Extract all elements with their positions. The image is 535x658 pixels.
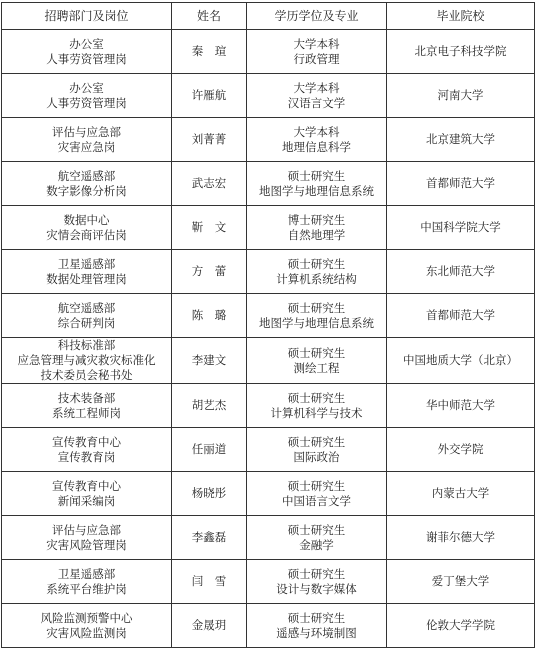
table-body [2, 30, 535, 648]
dept-cell-line: 科技标准部 [57, 338, 116, 352]
header-edu: 学历学位及专业 [247, 3, 387, 30]
dept-cell-line: 灾害风险监测岗 [46, 625, 127, 640]
table-row [2, 560, 535, 604]
edu-cell [247, 516, 387, 560]
edu-cell-line: 中国语言文学 [282, 493, 351, 508]
edu-cell-line: 金融学 [299, 537, 334, 552]
table-row [2, 74, 535, 118]
name-cell: 许雁航 [172, 74, 247, 118]
dept-cell [2, 294, 172, 338]
edu-cell [247, 250, 387, 294]
dept-cell [2, 74, 172, 118]
school-cell: 北京建筑大学 [387, 118, 535, 162]
dept-cell-line: 宣传教育中心 [52, 478, 121, 493]
edu-cell-line: 硕士研究生 [287, 300, 346, 315]
edu-cell-line: 测绘工程 [293, 360, 340, 375]
table-row [2, 338, 535, 384]
name-cell: 秦 瑄 [172, 30, 247, 74]
dept-cell-line: 数据处理管理岗 [46, 271, 127, 286]
name-cell: 靳 文 [172, 206, 247, 250]
dept-cell-line: 系统平台维护岗 [46, 581, 127, 596]
dept-cell [2, 384, 172, 428]
dept-cell-line: 卫星遥感部 [57, 256, 116, 271]
table-row [2, 250, 535, 294]
edu-cell-line: 计算机科学与技术 [270, 405, 363, 420]
dept-cell-line: 评估与应急部 [52, 124, 121, 139]
edu-cell [247, 338, 387, 384]
name-cell: 金晟玥 [172, 604, 247, 648]
edu-cell [247, 162, 387, 206]
dept-cell-line: 灾情会商评估岗 [46, 227, 127, 242]
edu-cell-line: 自然地理学 [287, 227, 346, 242]
edu-cell-line: 地图学与地理信息系统 [259, 315, 374, 330]
dept-cell-line: 数据中心 [63, 212, 110, 227]
edu-cell [247, 74, 387, 118]
school-cell: 河南大学 [387, 74, 535, 118]
edu-cell-line: 地理信息科学 [282, 139, 351, 154]
dept-cell-line: 技术委员会秘书处 [40, 368, 133, 382]
dept-cell-line: 宣传教育岗 [57, 449, 116, 464]
edu-cell-line: 设计与数字媒体 [276, 581, 357, 596]
dept-cell [2, 162, 172, 206]
school-cell: 外交学院 [387, 428, 535, 472]
school-cell: 东北师范大学 [387, 250, 535, 294]
dept-cell-line: 应急管理与减灾救灾标准化 [17, 353, 156, 367]
edu-cell-line: 大学本科 [293, 124, 340, 139]
name-cell: 陈 璐 [172, 294, 247, 338]
dept-cell-line: 办公室 [69, 80, 104, 95]
dept-cell-line: 办公室 [69, 36, 104, 51]
name-cell: 杨晓彤 [172, 472, 247, 516]
dept-cell [2, 250, 172, 294]
dept-cell-line: 灾害风险管理岗 [46, 537, 127, 552]
edu-cell-line: 地图学与地理信息系统 [259, 183, 374, 198]
school-cell: 爱丁堡大学 [387, 560, 535, 604]
dept-cell-line: 新闻采编岗 [57, 493, 116, 508]
school-cell: 谢菲尔德大学 [387, 516, 535, 560]
edu-cell-line: 硕士研究生 [287, 478, 346, 493]
edu-cell [247, 428, 387, 472]
name-cell: 方 蕾 [172, 250, 247, 294]
table-row [2, 384, 535, 428]
edu-cell [247, 206, 387, 250]
school-cell: 中国科学院大学 [387, 206, 535, 250]
table-row [2, 604, 535, 648]
header-row [2, 3, 535, 30]
edu-cell-line: 遥感与环境制图 [276, 625, 357, 640]
name-cell: 刘菁菁 [172, 118, 247, 162]
dept-cell-line: 航空遥感部 [57, 300, 116, 315]
edu-cell [247, 472, 387, 516]
name-cell: 胡艺杰 [172, 384, 247, 428]
table-row [2, 472, 535, 516]
edu-cell-line: 硕士研究生 [287, 390, 346, 405]
header-school: 毕业院校 [387, 3, 535, 30]
table-row [2, 516, 535, 560]
table-row [2, 162, 535, 206]
dept-cell-line: 灾害应急岗 [57, 139, 116, 154]
edu-cell-line: 汉语言文学 [287, 95, 346, 110]
dept-cell-line: 综合研判岗 [57, 315, 116, 330]
edu-cell [247, 384, 387, 428]
edu-cell [247, 294, 387, 338]
edu-cell-line: 硕士研究生 [287, 566, 346, 581]
name-cell: 武志宏 [172, 162, 247, 206]
dept-cell [2, 338, 172, 384]
dept-cell [2, 472, 172, 516]
dept-cell [2, 560, 172, 604]
edu-cell-line: 博士研究生 [287, 212, 346, 227]
edu-cell-line: 硕士研究生 [287, 434, 346, 449]
header-dept: 招聘部门及岗位 [2, 3, 172, 30]
name-cell: 闫 雪 [172, 560, 247, 604]
school-cell: 内蒙古大学 [387, 472, 535, 516]
dept-cell-line: 系统工程师岗 [52, 405, 121, 420]
dept-cell [2, 516, 172, 560]
school-cell: 伦敦大学学院 [387, 604, 535, 648]
dept-cell-line: 航空遥感部 [57, 168, 116, 183]
dept-cell-line: 人事劳资管理岗 [46, 51, 127, 66]
edu-cell-line: 大学本科 [293, 80, 340, 95]
dept-cell-line: 数字影像分析岗 [46, 183, 127, 198]
header-name: 姓名 [172, 3, 247, 30]
edu-cell [247, 604, 387, 648]
edu-cell-line: 硕士研究生 [287, 168, 346, 183]
edu-cell-line: 大学本科 [293, 36, 340, 51]
table-row [2, 30, 535, 74]
edu-cell-line: 硕士研究生 [287, 256, 346, 271]
school-cell: 中国地质大学（北京） [387, 338, 535, 384]
school-cell: 华中师范大学 [387, 384, 535, 428]
edu-cell-line: 计算机系统结构 [276, 271, 357, 286]
dept-cell-line: 技术装备部 [57, 390, 116, 405]
hiring-table [1, 2, 535, 648]
edu-cell-line: 行政管理 [293, 51, 340, 66]
name-cell: 李建文 [172, 338, 247, 384]
school-cell: 首都师范大学 [387, 294, 535, 338]
dept-cell [2, 428, 172, 472]
dept-cell-line: 宣传教育中心 [52, 434, 121, 449]
edu-cell-line: 硕士研究生 [287, 345, 346, 360]
name-cell: 李鑫磊 [172, 516, 247, 560]
edu-cell-line: 硕士研究生 [287, 610, 346, 625]
school-cell: 北京电子科技学院 [387, 30, 535, 74]
table-row [2, 428, 535, 472]
dept-cell [2, 206, 172, 250]
edu-cell [247, 560, 387, 604]
dept-cell-line: 评估与应急部 [52, 522, 121, 537]
edu-cell [247, 118, 387, 162]
table-row [2, 118, 535, 162]
school-cell: 首都师范大学 [387, 162, 535, 206]
dept-cell [2, 30, 172, 74]
edu-cell [247, 30, 387, 74]
dept-cell [2, 604, 172, 648]
edu-cell-line: 硕士研究生 [287, 522, 346, 537]
table-row [2, 294, 535, 338]
dept-cell-line: 风险监测预警中心 [40, 610, 133, 625]
dept-cell-line: 人事劳资管理岗 [46, 95, 127, 110]
dept-cell-line: 卫星遥感部 [57, 566, 116, 581]
table-row [2, 206, 535, 250]
name-cell: 任丽道 [172, 428, 247, 472]
dept-cell [2, 118, 172, 162]
edu-cell-line: 国际政治 [293, 449, 340, 464]
